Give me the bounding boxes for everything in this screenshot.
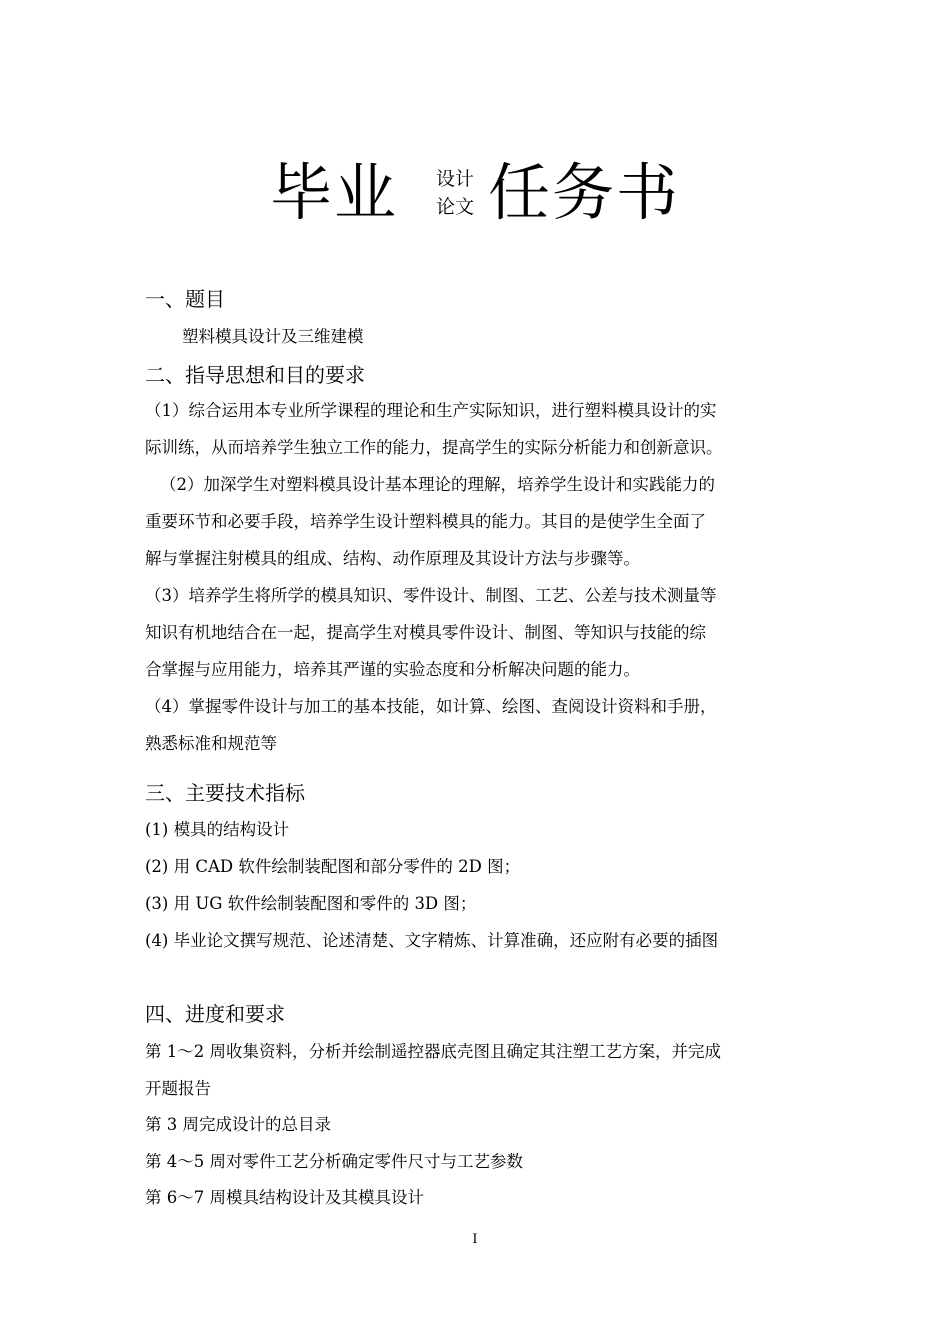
paragraph-line: 合掌握与应用能力，培养其严谨的实验态度和分析解决问题的能力。 — [145, 660, 640, 679]
list-item: (4) 毕业论文撰写规范、论述清楚、文字精炼、计算准确，还应附有必要的插图 — [145, 931, 719, 950]
document-title — [0, 148, 950, 238]
topic-text: 塑料模具设计及三维建模 — [182, 327, 364, 346]
paragraph-line: （4）掌握零件设计与加工的基本技能，如计算、绘图、查阅设计资料和手册， — [145, 697, 717, 716]
paragraph-line: 知识有机地结合在一起，提高学生对模具零件设计、制图、等知识与技能的综 — [145, 623, 706, 642]
schedule-line: 第 1～2 周收集资料，分析并绘制遥控器底壳图且确定其注塑工艺方案，并完成 — [145, 1042, 721, 1061]
title-left: 毕业 — [269, 156, 398, 229]
section-heading-topic: 一、题目 — [145, 287, 225, 311]
title-right: 任务书 — [488, 156, 681, 229]
schedule-line: 开题报告 — [145, 1079, 211, 1098]
list-item: (1) 模具的结构设计 — [145, 820, 290, 839]
paragraph-line: 熟悉标准和规范等 — [145, 734, 277, 753]
list-item: (3) 用 UG 软件绘制装配图和零件的 3D 图； — [145, 894, 477, 913]
schedule-line: 第 6～7 周模具结构设计及其模具设计 — [145, 1188, 424, 1207]
section-heading-guidance: 二、指导思想和目的要求 — [145, 363, 365, 387]
section-heading-tech-indicators: 三、主要技术指标 — [145, 781, 305, 805]
schedule-line: 第 4～5 周对零件工艺分析确定零件尺寸与工艺参数 — [145, 1152, 523, 1171]
paragraph-line: 解与掌握注射模具的组成、结构、动作原理及其设计方法与步骤等。 — [145, 549, 640, 568]
section-heading-schedule: 四、进度和要求 — [145, 1002, 285, 1026]
schedule-line: 第 3 周完成设计的总目录 — [145, 1115, 331, 1134]
title-stack-bottom: 论文 — [435, 196, 474, 218]
title-stack-top: 设计 — [435, 168, 474, 190]
paragraph-line: （3）培养学生将所学的模具知识、零件设计、制图、工艺、公差与技术测量等 — [145, 586, 717, 605]
paragraph-line: 重要环节和必要手段，培养学生设计塑料模具的能力。其目的是使学生全面了 — [145, 512, 706, 531]
list-item: (2) 用 CAD 软件绘制装配图和部分零件的 2D 图； — [145, 857, 521, 876]
title-stack — [436, 165, 474, 221]
paragraph-line: 际训练，从而培养学生独立工作的能力，提高学生的实际分析能力和创新意识。 — [145, 438, 723, 457]
paragraph-line: （1）综合运用本专业所学课程的理论和生产实际知识，进行塑料模具设计的实 — [145, 401, 717, 420]
page-number: I — [472, 1232, 478, 1247]
paragraph-line: （2）加深学生对塑料模具设计基本理论的理解，培养学生设计和实践能力的 — [160, 475, 715, 494]
